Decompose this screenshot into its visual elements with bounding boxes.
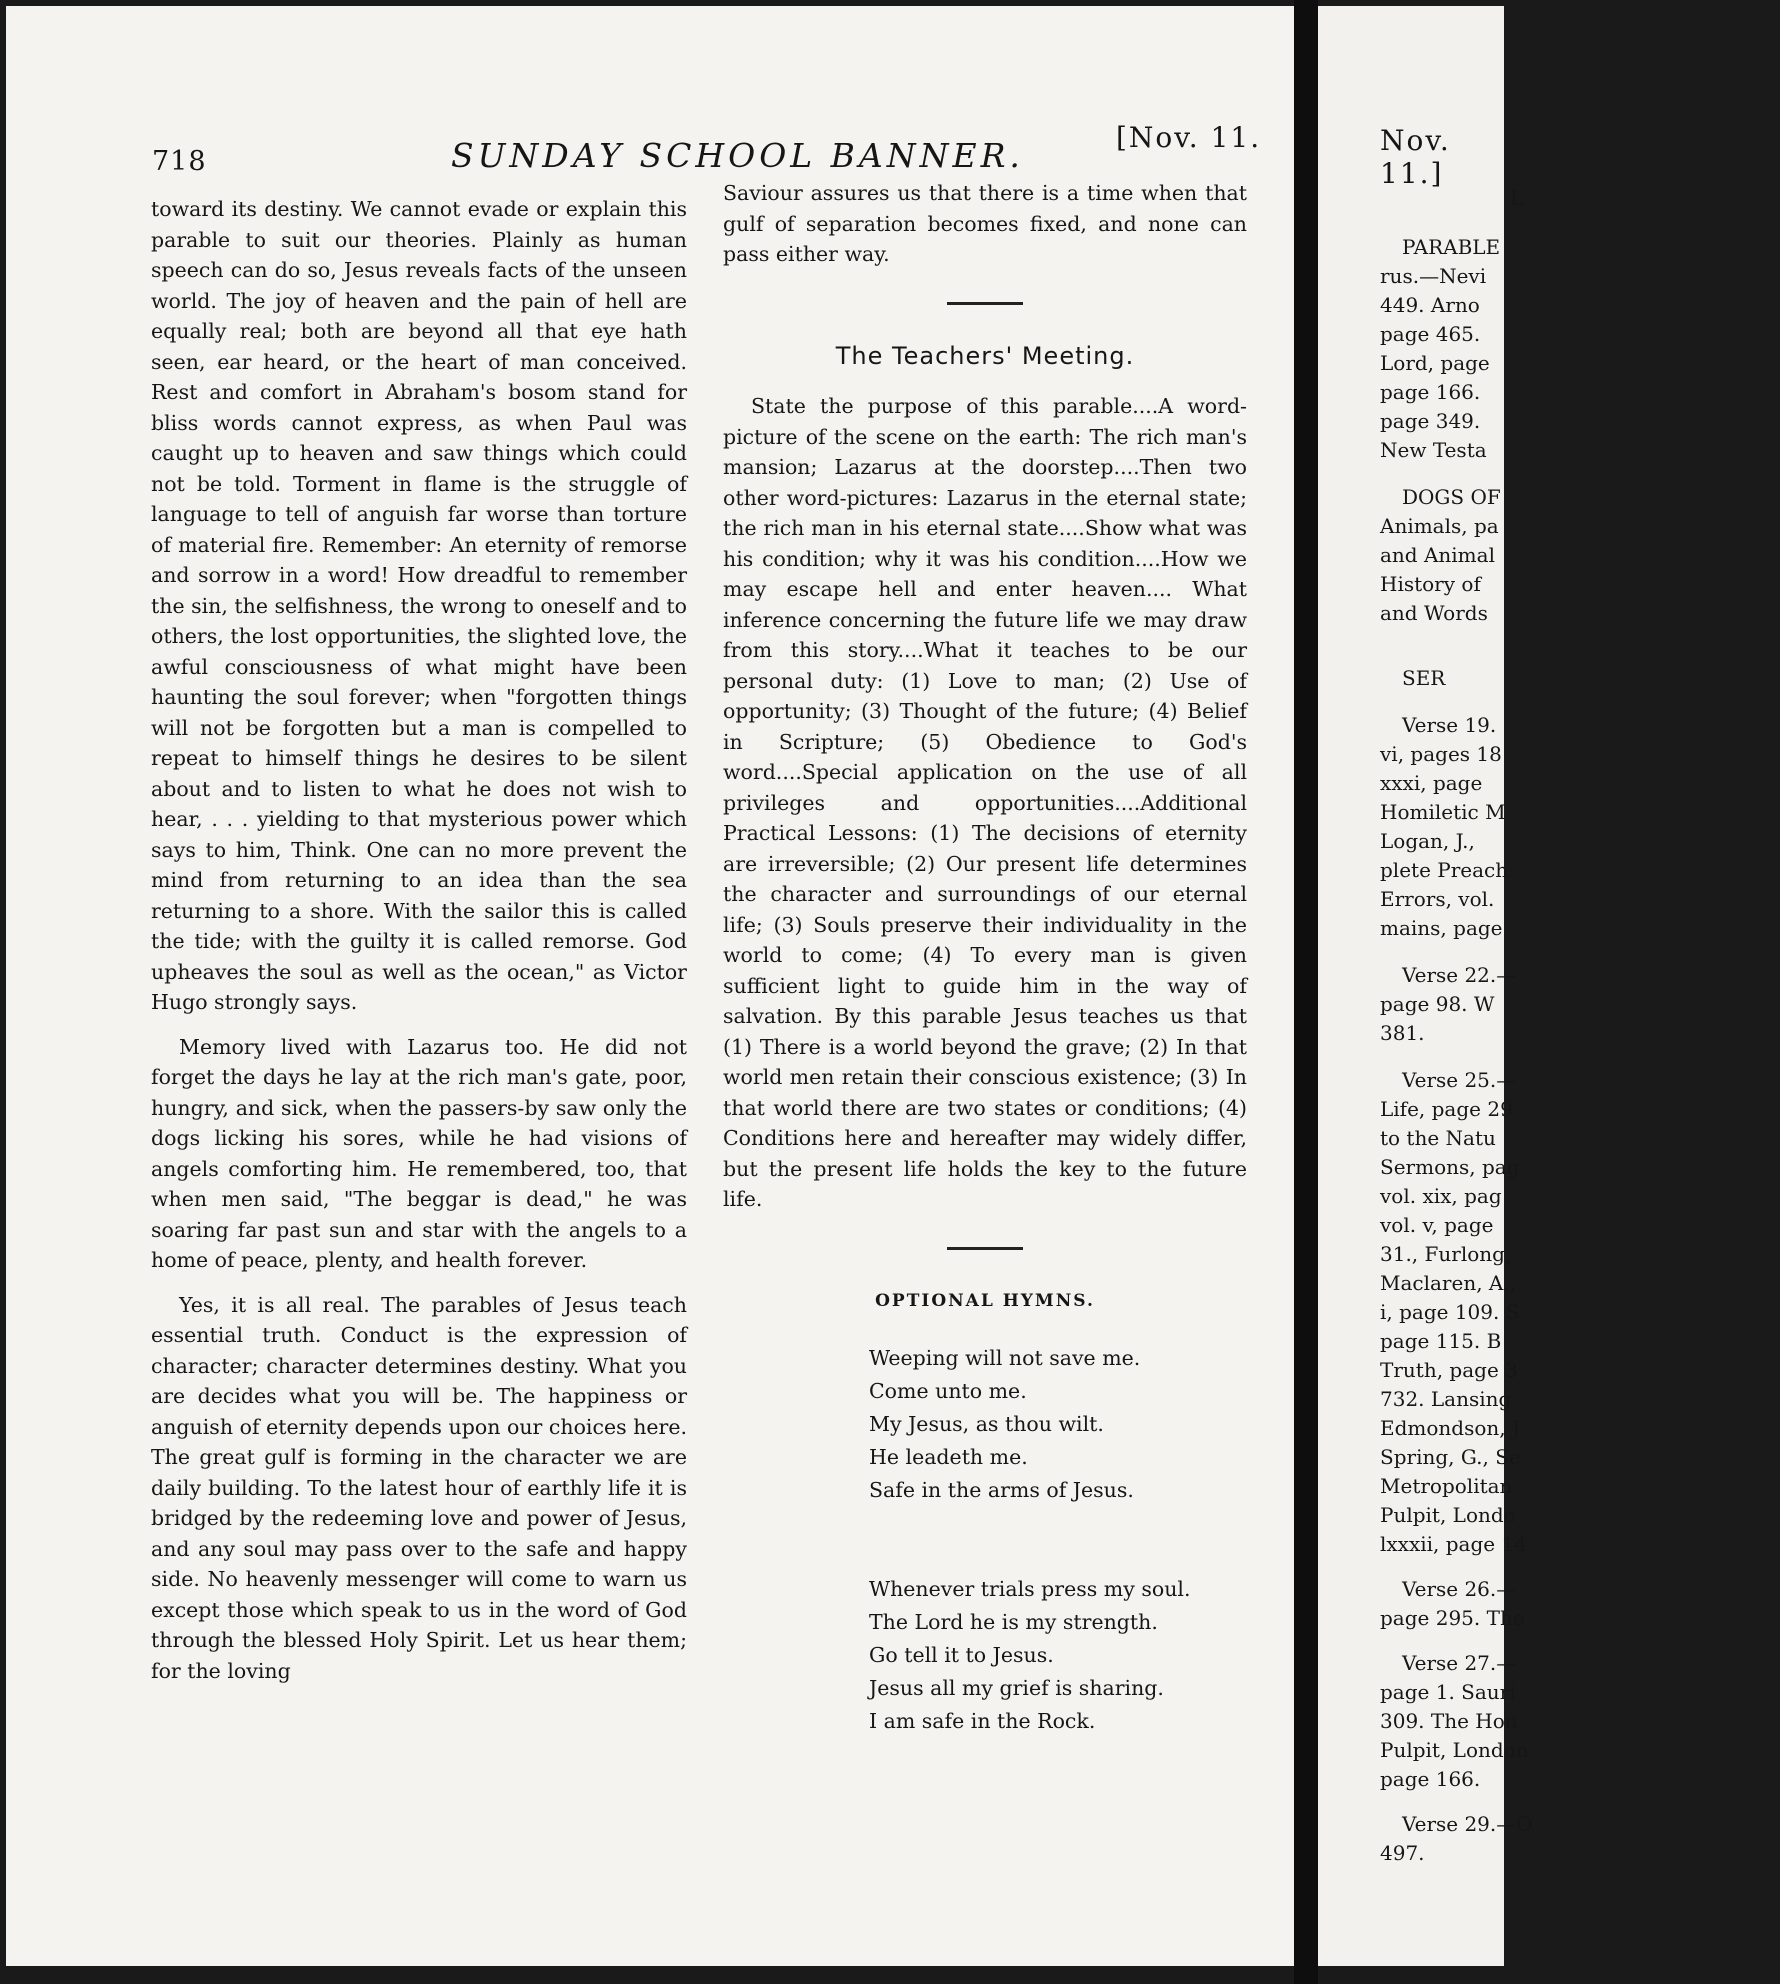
hymn-item: My Jesus, as thou wilt. [869,1412,1104,1436]
right-page-line: SER [1402,666,1446,690]
right-page-line: rus.—Nevi [1380,264,1487,288]
hymn-list [869,1342,1247,1507]
right-page-date: Nov. 11.] [1380,124,1451,190]
right-page-line: page 166. [1380,380,1481,404]
hymn-item: The Lord he is my strength. [869,1610,1158,1634]
right-page-line: page 98. W [1380,992,1495,1016]
hymn-item: Jesus all my grief is sharing. [869,1676,1164,1700]
right-page-line: Lord, page [1380,351,1490,375]
right-page-line: to the Natu [1380,1126,1496,1150]
right-page-line: DOGS OF [1402,485,1501,509]
right-page-line: 497. [1380,1841,1425,1865]
right-page-line: Life, page 29 [1380,1097,1513,1121]
right-page-line: page 166. [1380,1767,1481,1791]
hymn-item: I am safe in the Rock. [869,1709,1096,1733]
teachers-meeting-heading: The Teachers' Meeting. [835,341,1135,370]
right-column [723,178,1247,1738]
paragraph: Memory lived with Lazarus too. He did not forget the days he lay at the rich man's gate, poor, hungry, and sick, when the passers-by saw only the dogs licking his sores, while he had visions of angels comforting him. He remembered, too, that when men said, "The beggar is dead," he was soaring far past sun and star with the angels to a home of peace, plenty, and health forever. [151,1034,687,1272]
right-page-line: page 465. [1380,322,1481,346]
right-page-line: Spring, G., Se [1380,1445,1521,1469]
divider [947,302,1023,305]
right-page-line: vol. xix, pag [1380,1184,1502,1208]
hymn-item: Safe in the arms of Jesus. [869,1478,1134,1502]
right-page-line: 381. [1380,1021,1425,1045]
left-page [6,6,1294,1966]
right-page-line: History of [1380,572,1481,596]
right-page-line: Homiletic M [1380,800,1506,824]
right-page-line: L [1510,186,1524,210]
right-page-line: New Testa [1380,438,1487,462]
right-page-line: Sermons, pag [1380,1155,1520,1179]
right-page-line: Verse 19. [1402,713,1497,737]
right-page-line: Verse 22.— [1402,963,1517,987]
right-page-line: Pulpit, London [1380,1738,1529,1762]
right-page-line: page 115. B [1380,1329,1502,1353]
book-gutter [1294,0,1318,1984]
right-page-line: 309. The Hon [1380,1709,1518,1733]
right-page-line: Metropolitan [1380,1474,1513,1498]
right-page-line: Errors, vol. [1380,887,1495,911]
teachers-meeting-text: State the purpose of this parable....A word-picture of the scene on the earth: The rich man's mansion; Lazarus at the doorstep....Then two other word-pictures: Lazarus in the eternal state; the rich man in his eternal state....Show what was his condition; why it was his condition....How we may escape hell and enter heaven.... What inference concerning the future life we may draw from this story....What it teaches to be our personal duty: (1) Love to man; (2) Use of opportunity; (3) Thought of the future; (4) Belief in Scripture; (5) Obedience to God's word....Special application on the use of all privileges and opportunities....Additional Practical Lessons: (1) The decisions of eternity are irreversible; (2) Our present life determines the character and surroundings of our eternal life; (3) Souls preserve their individuality in the world to come; (4) To every man is given sufficient light to guide him in the way of salvation. By this parable Jesus teaches us that (1) There is a world beyond the grave; (2) In that world men retain their conscious existence; (3) In that world there are two states or conditions; (4) Conditions here and hereafter may widely differ, but the present life holds the key to the future life. [723,394,1247,1211]
right-page-line: 732. Lansing [1380,1387,1512,1411]
hymn-item: Whenever trials press my soul. [869,1577,1191,1601]
hymn-item: Weeping will not save me. [869,1346,1141,1370]
right-page-line: 31., Furlong, [1380,1242,1512,1266]
right-page-line: xxxi, page [1380,771,1483,795]
right-page-line: page 1. Sauri [1380,1680,1516,1704]
right-page-line: page 349. [1380,409,1481,433]
running-title: SUNDAY SCHOOL BANNER. [451,136,1024,175]
paragraph: Yes, it is all real. The parables of Jesus teach essential truth. Conduct is the expression of character; character determines destiny. What you are decides what you will be. The happiness or anguish of eternity depends upon our choices here. The great gulf is forming in the character we are daily building. To the latest hour of earthly life it is bridged by the redeeming love and power of Jesus, and any soul may pass over to the safe and happy side. No heavenly messenger will come to warn us except those which speak to us in the word of God through the blessed Holy Spirit. Let us hear them; for the loving [151,1292,687,1683]
right-page-line: Edmondson, J [1380,1416,1521,1440]
right-page-line: plete Preach [1380,858,1509,882]
page-date: [Nov. 11. [1116,121,1262,154]
right-page-line: Truth, page 3 [1380,1358,1518,1382]
right-page-line: i, page 109. S [1380,1300,1520,1324]
optional-hymns-heading: OPTIONAL HYMNS. [875,1290,1095,1311]
hymn-item: Come unto me. [869,1379,1027,1403]
right-page-line: Verse 27.— [1402,1651,1517,1675]
right-page-line: Animals, pa [1380,514,1499,538]
right-page-line: Verse 25.— [1402,1068,1517,1092]
right-page-line: 449. Arno [1380,293,1480,317]
hymn-item: Go tell it to Jesus. [869,1643,1054,1667]
right-page-line: page 295. The [1380,1606,1525,1630]
right-page-fragment [1318,6,1533,1966]
left-column [151,194,687,1700]
paragraph: toward its destiny. We cannot evade or explain this parable to suit our theories. Plainly as human speech can do so, Jesus reveals facts of the unseen world. The joy of heaven and the pain of hell are equally real; both are beyond all that eye hath seen, ear heard, or the heart of man conceived. Rest and comfort in Abraham's bosom stand for bliss words cannot express, as when Paul was caught up to heaven and saw things which could not be told. Torment in flame is the struggle of language to tell of anguish far worse than torture of material fire. Remember: An eternity of remorse and sorrow in a word! How dreadful to remember the sin, the selfishness, the wrong to oneself and to others, the lost opportunities, the slighted love, the awful consciousness of what might have been haunting the soul forever; when "forgotten things will not be forgotten but a man is compelled to repeat to himself things he desires to be silent about and to listen to what he does not wish to hear, . . . yielding to that mysterious power which says to him, Think. One can no more prevent the mind from returning to an idea than the sea returning to a shore. With the sailor this is called the tide; with the guilty it is called remorse. God upheaves the soul as well as the ocean," as Victor Hugo strongly says. [151,197,687,1014]
right-page-line: Verse 29.—O [1402,1812,1533,1836]
right-page-line: vi, pages 18 [1380,742,1502,766]
right-page-line: vol. v, page [1380,1213,1494,1237]
right-page-line: mains, page [1380,916,1503,940]
right-page-line: Logan, J., [1380,829,1475,853]
right-page-line: PARABLE [1402,235,1501,259]
right-page-line: and Animal [1380,543,1495,567]
right-page-line: Verse 26.— [1402,1577,1517,1601]
page-number: 718 [152,146,207,177]
right-page-line: Maclaren, A., [1380,1271,1517,1295]
right-page-line: lxxxii, page 14 [1380,1532,1527,1556]
right-page-line: and Words [1380,601,1488,625]
hymn-item: He leadeth me. [869,1445,1028,1469]
hymn-list [869,1573,1247,1738]
continuation-paragraph: Saviour assures us that there is a time when that gulf of separation becomes fixed, and none can pass either way. [723,181,1247,266]
right-page-line: Pulpit, Londo [1380,1503,1516,1527]
divider [947,1247,1023,1250]
